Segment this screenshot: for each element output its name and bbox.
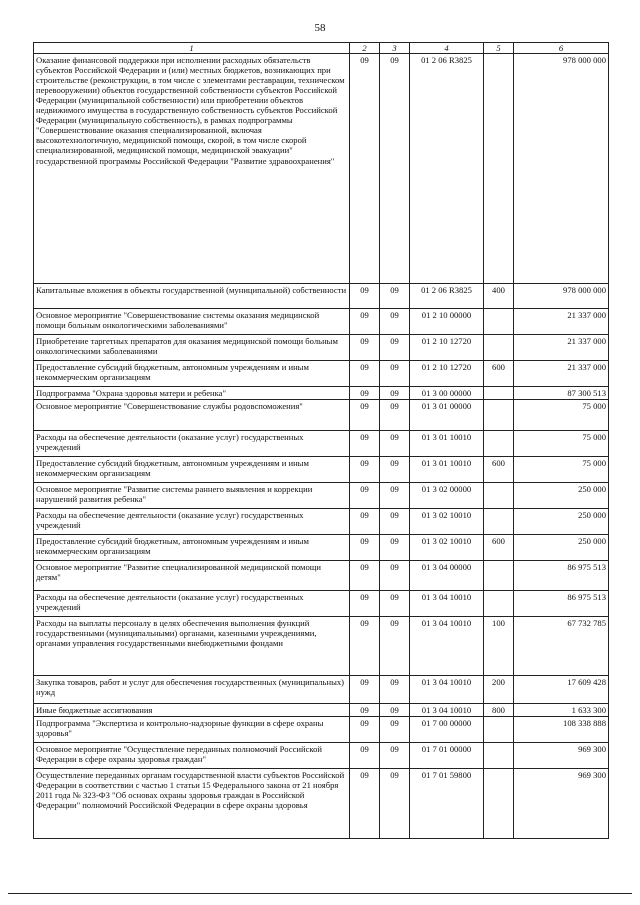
table-row (34, 535, 609, 561)
row-expense-type (484, 387, 514, 400)
row-subsection: 09 (380, 743, 410, 769)
row-section: 09 (350, 676, 380, 704)
row-name: Основное мероприятие "Совершенствование системы оказания медицинской помощи больным онкологическими заболеваниями" (34, 309, 350, 335)
row-target-code: 01 2 10 12720 (410, 361, 484, 387)
row-name: Приобретение таргетных препаратов для оказания медицинской помощи больным онкологическими заболеваниями (34, 335, 350, 361)
row-name: Расходы на обеспечение деятельности (оказание услуг) государственных учреждений (34, 431, 350, 457)
row-subsection: 09 (380, 717, 410, 743)
row-sum: 1 633 300 (514, 704, 609, 717)
row-section: 09 (350, 591, 380, 617)
table-row (34, 769, 609, 839)
row-target-code: 01 7 01 59800 (410, 769, 484, 839)
row-section: 09 (350, 743, 380, 769)
budget-table (33, 42, 609, 839)
row-name: Предоставление субсидий бюджетным, автономным учреждениям и иным некоммерческим организациям (34, 457, 350, 483)
table-row (34, 309, 609, 335)
row-expense-type (484, 561, 514, 591)
row-sum: 21 337 000 (514, 335, 609, 361)
row-subsection: 09 (380, 591, 410, 617)
row-subsection: 09 (380, 676, 410, 704)
row-target-code: 01 3 01 10010 (410, 431, 484, 457)
row-target-code: 01 3 04 10010 (410, 591, 484, 617)
row-section: 09 (350, 431, 380, 457)
row-name: Закупка товаров, работ и услуг для обеспечения государственных (муниципальных) нужд (34, 676, 350, 704)
row-section: 09 (350, 483, 380, 509)
row-sum: 86 975 513 (514, 591, 609, 617)
column-header-5: 5 (484, 43, 514, 54)
table-row (34, 676, 609, 704)
table-row (34, 483, 609, 509)
row-subsection: 09 (380, 431, 410, 457)
row-target-code: 01 3 04 00000 (410, 561, 484, 591)
row-expense-type (484, 591, 514, 617)
row-expense-type: 600 (484, 457, 514, 483)
row-name: Подпрограмма "Охрана здоровья матери и ребенка" (34, 387, 350, 400)
table-row (34, 561, 609, 591)
row-section: 09 (350, 509, 380, 535)
column-header-2: 2 (350, 43, 380, 54)
row-expense-type (484, 743, 514, 769)
row-target-code: 01 3 01 10010 (410, 457, 484, 483)
row-sum: 21 337 000 (514, 309, 609, 335)
row-expense-type (484, 431, 514, 457)
row-section: 09 (350, 561, 380, 591)
row-sum: 86 975 513 (514, 561, 609, 591)
row-sum: 75 000 (514, 457, 609, 483)
row-subsection: 09 (380, 509, 410, 535)
row-subsection: 09 (380, 284, 410, 309)
page-number: 58 (314, 22, 326, 34)
column-header-3: 3 (380, 43, 410, 54)
row-section: 09 (350, 704, 380, 717)
row-sum: 250 000 (514, 535, 609, 561)
table-row (34, 54, 609, 284)
row-name: Основное мероприятие "Осуществление переданных полномочий Российской Федерации в сфере охраны здоровья граждан" (34, 743, 350, 769)
row-subsection: 09 (380, 457, 410, 483)
row-expense-type (484, 717, 514, 743)
table-row (34, 457, 609, 483)
table-row (34, 591, 609, 617)
row-target-code: 01 3 00 00000 (410, 387, 484, 400)
row-sum: 250 000 (514, 509, 609, 535)
row-section: 09 (350, 335, 380, 361)
row-target-code: 01 3 04 10010 (410, 617, 484, 676)
row-expense-type: 100 (484, 617, 514, 676)
row-expense-type (484, 309, 514, 335)
row-subsection: 09 (380, 704, 410, 717)
row-section: 09 (350, 535, 380, 561)
row-name: Расходы на обеспечение деятельности (оказание услуг) государственных учреждений (34, 509, 350, 535)
row-sum: 75 000 (514, 431, 609, 457)
column-header-1: 1 (34, 43, 350, 54)
row-sum: 978 000 000 (514, 284, 609, 309)
column-header-6: 6 (514, 43, 609, 54)
row-subsection: 09 (380, 400, 410, 431)
row-name: Основное мероприятие "Развитие специализированной медицинской помощи детям" (34, 561, 350, 591)
row-subsection: 09 (380, 483, 410, 509)
row-name: Предоставление субсидий бюджетным, автономным учреждениям и иным некоммерческим организациям (34, 535, 350, 561)
row-name: Оказание финансовой поддержки при исполнении расходных обязательств субъектов Российской Федерации и (или) местных бюджетов, возникающих при строительстве (реконструкции, в том числе с элементами реставрации, техническом перевооружении) объектов государственной собственности субъектов Российской Федерации (муниципальной собственности) или приобретении объектов недвижимого имущества в государственную собственность субъектов Российской Федерации (муниципальную собственность), в рамках подпрограммы "Совершенствование оказания специализированной, включая высокотехнологичную, медицинской помощи, скорой, в том числе скорой специализированной, медицинской помощи, медицинской эвакуации" государственной программы Российской Федерации "Развитие здравоохранения" (34, 54, 350, 284)
row-expense-type (484, 54, 514, 284)
row-section: 09 (350, 54, 380, 284)
row-target-code: 01 3 04 10010 (410, 704, 484, 717)
row-section: 09 (350, 400, 380, 431)
row-expense-type (484, 483, 514, 509)
row-target-code: 01 3 02 00000 (410, 483, 484, 509)
row-sum: 108 338 888 (514, 717, 609, 743)
row-expense-type: 800 (484, 704, 514, 717)
row-sum: 969 300 (514, 769, 609, 839)
row-sum: 75 000 (514, 400, 609, 431)
row-expense-type (484, 769, 514, 839)
row-section: 09 (350, 387, 380, 400)
row-subsection: 09 (380, 361, 410, 387)
table-row (34, 284, 609, 309)
row-subsection: 09 (380, 335, 410, 361)
row-name: Иные бюджетные ассигнования (34, 704, 350, 717)
row-name: Предоставление субсидий бюджетным, автономным учреждениям и иным некоммерческим организациям (34, 361, 350, 387)
table-row (34, 431, 609, 457)
table-row (34, 617, 609, 676)
row-target-code: 01 3 02 10010 (410, 509, 484, 535)
row-subsection: 09 (380, 769, 410, 839)
table-row (34, 400, 609, 431)
table-row (34, 704, 609, 717)
row-name: Основное мероприятие "Развитие системы раннего выявления и коррекции нарушений развития ребенка" (34, 483, 350, 509)
row-sum: 21 337 000 (514, 361, 609, 387)
row-target-code: 01 2 06 R3825 (410, 54, 484, 284)
row-sum: 978 000 000 (514, 54, 609, 284)
row-section: 09 (350, 717, 380, 743)
row-section: 09 (350, 617, 380, 676)
table-row (34, 717, 609, 743)
row-sum: 67 732 785 (514, 617, 609, 676)
row-name: Капитальные вложения в объекты государственной (муниципальной) собственности (34, 284, 350, 309)
row-subsection: 09 (380, 309, 410, 335)
row-name: Расходы на обеспечение деятельности (оказание услуг) государственных учреждений (34, 591, 350, 617)
row-expense-type: 400 (484, 284, 514, 309)
row-target-code: 01 3 02 10010 (410, 535, 484, 561)
row-target-code: 01 3 04 10010 (410, 676, 484, 704)
row-name: Расходы на выплаты персоналу в целях обеспечения выполнения функций государственными (муниципальными) органами, казенными учреждениями, органами управления государственными внебюджетными фондами (34, 617, 350, 676)
row-section: 09 (350, 457, 380, 483)
row-subsection: 09 (380, 535, 410, 561)
row-sum: 87 300 513 (514, 387, 609, 400)
row-target-code: 01 2 10 00000 (410, 309, 484, 335)
column-header-4: 4 (410, 43, 484, 54)
row-subsection: 09 (380, 387, 410, 400)
row-expense-type: 600 (484, 535, 514, 561)
row-target-code: 01 7 00 00000 (410, 717, 484, 743)
row-sum: 17 609 428 (514, 676, 609, 704)
row-target-code: 01 2 06 R3825 (410, 284, 484, 309)
row-target-code: 01 7 01 00000 (410, 743, 484, 769)
row-subsection: 09 (380, 617, 410, 676)
column-number-row (34, 43, 609, 54)
table-row (34, 509, 609, 535)
row-name: Подпрограмма "Экспертиза и контрольно-надзорные функции в сфере охраны здоровья" (34, 717, 350, 743)
row-expense-type (484, 335, 514, 361)
table-row (34, 387, 609, 400)
row-expense-type (484, 400, 514, 431)
row-name: Осуществление переданных органам государственной власти субъектов Российской Федерации в соответствии с частью 1 статьи 15 Федерального закона от 21 ноября 2011 года № 323-ФЗ "Об основах охраны здоровья граждан в Российской Федерации" полномочий Российской Федерации в сфере охраны здоровья (34, 769, 350, 839)
row-subsection: 09 (380, 561, 410, 591)
row-subsection: 09 (380, 54, 410, 284)
table-row (34, 743, 609, 769)
row-target-code: 01 3 01 00000 (410, 400, 484, 431)
row-section: 09 (350, 284, 380, 309)
table-row (34, 335, 609, 361)
row-section: 09 (350, 361, 380, 387)
row-name: Основное мероприятие "Совершенствование службы родовспоможения" (34, 400, 350, 431)
row-expense-type: 200 (484, 676, 514, 704)
row-expense-type: 600 (484, 361, 514, 387)
table-row (34, 361, 609, 387)
row-sum: 250 000 (514, 483, 609, 509)
row-section: 09 (350, 769, 380, 839)
row-expense-type (484, 509, 514, 535)
page-bottom-rule (8, 893, 632, 894)
row-sum: 969 300 (514, 743, 609, 769)
row-section: 09 (350, 309, 380, 335)
row-target-code: 01 2 10 12720 (410, 335, 484, 361)
